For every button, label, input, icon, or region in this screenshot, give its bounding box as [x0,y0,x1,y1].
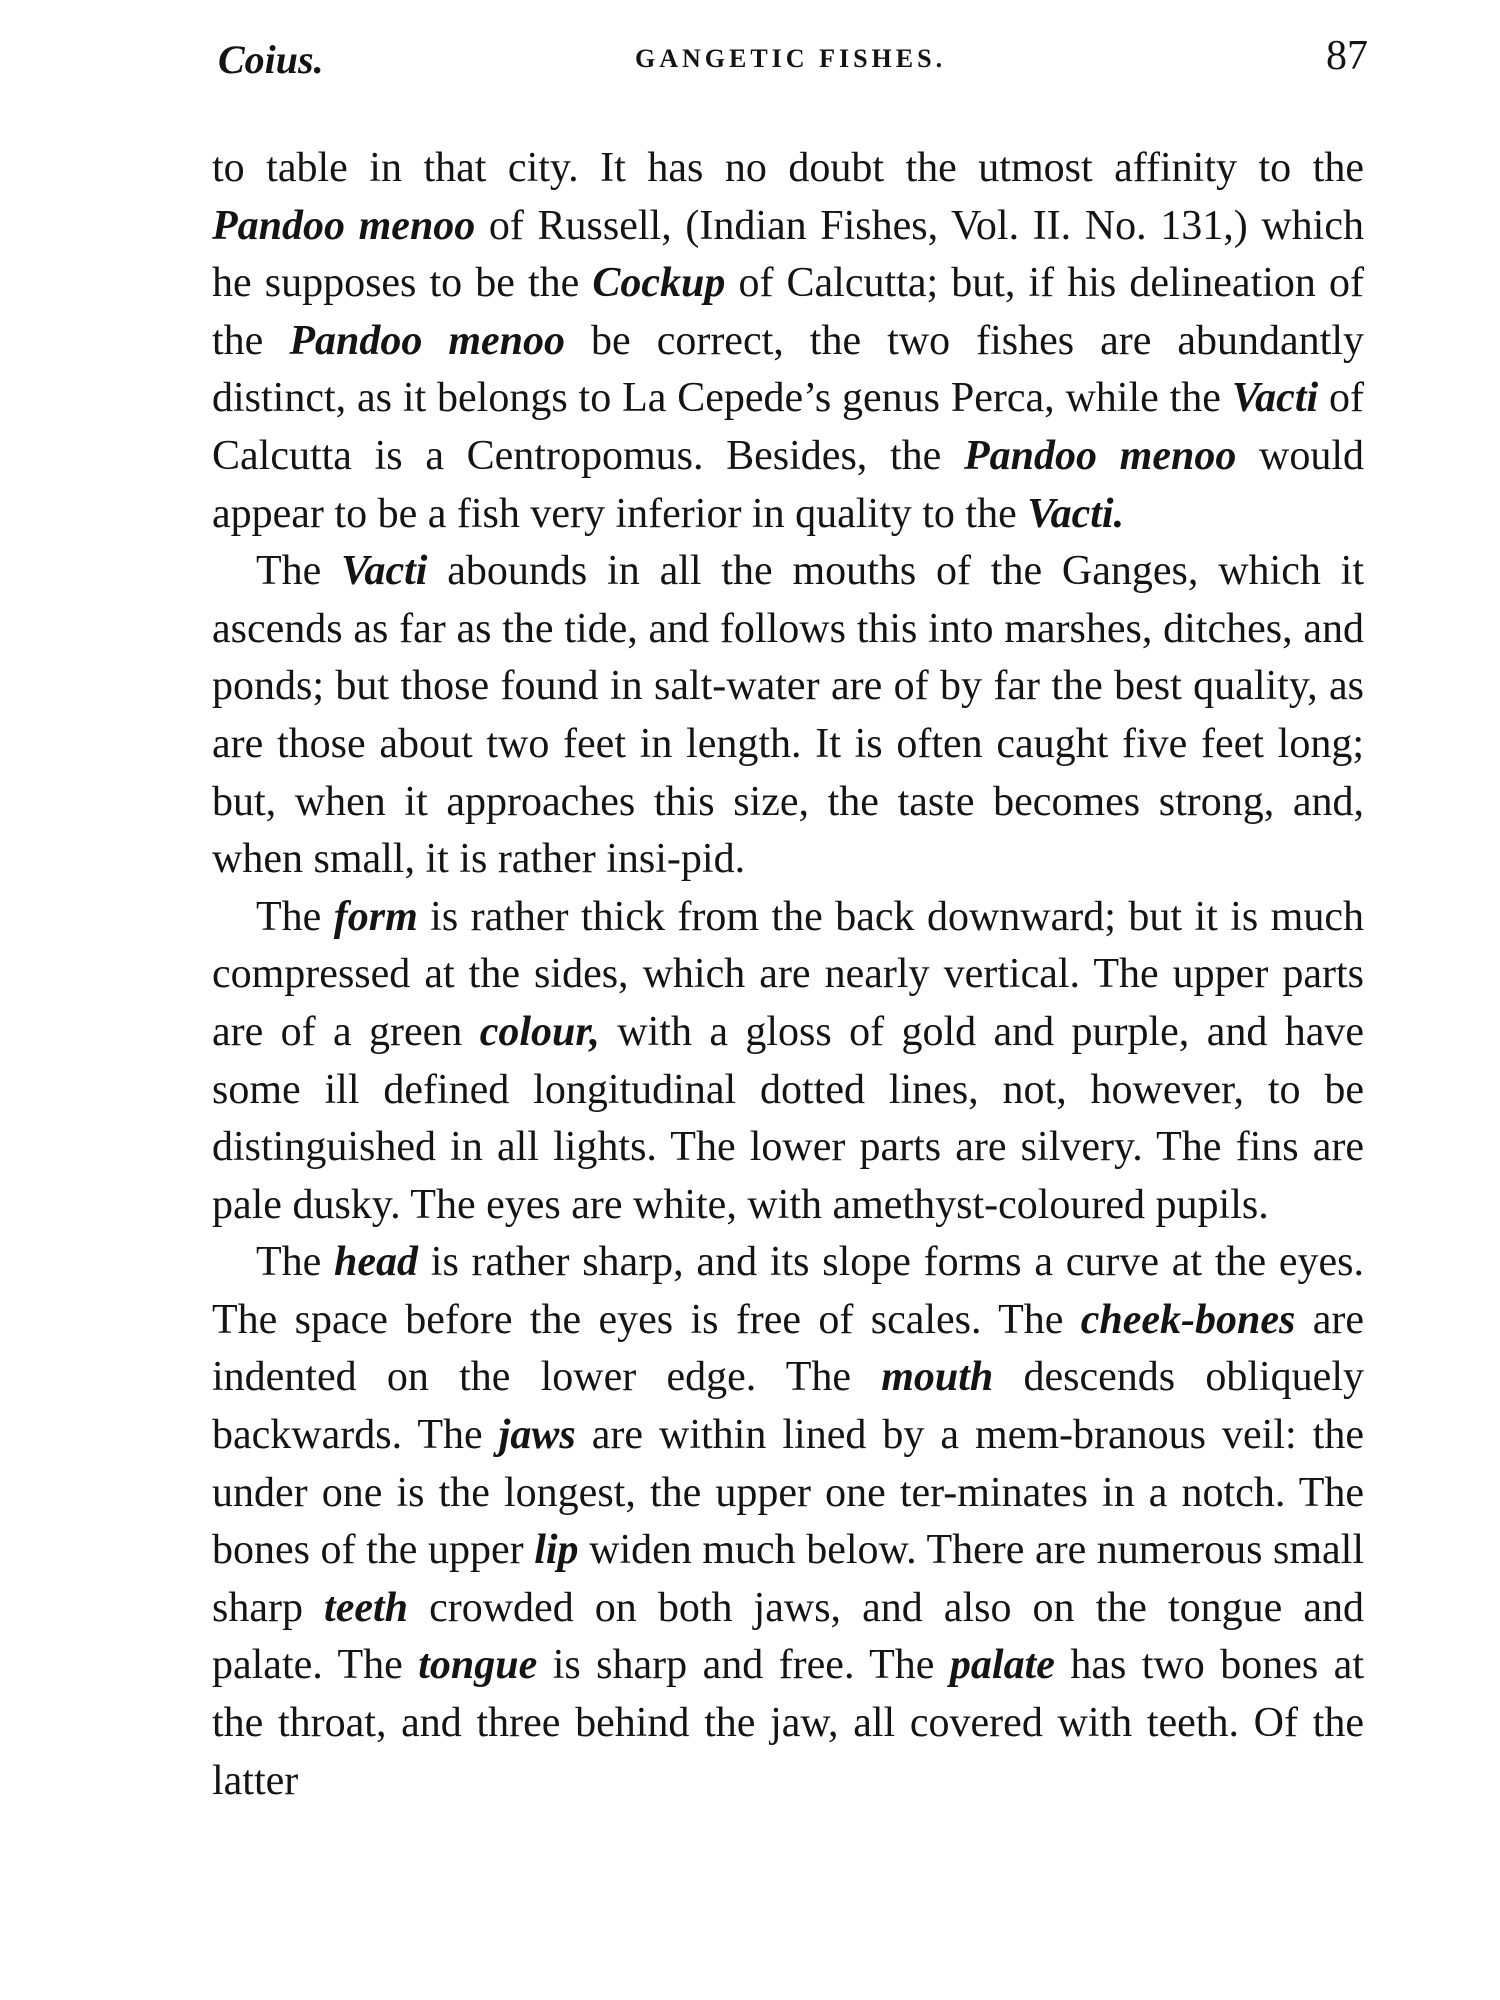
italic-term: lip [534,1527,579,1574]
running-title: GANGETIC FISHES. [635,44,947,73]
paragraph [212,543,1364,889]
text-run: descends obliquely backwards. The [212,1354,1364,1459]
text-run: has two bones at the throat, and three behind the jaw, all covered with teeth. Of the latter [212,1642,1364,1804]
text-run: is rather thick from the back downward; but it is much compressed at the sides, which are nearly vertical. The upper parts are of a green [212,893,1364,1055]
body-text [212,140,1364,1810]
text-run: The [256,893,334,940]
italic-term: tongue [418,1642,538,1689]
italic-term: teeth [324,1584,409,1631]
italic-term: colour, [479,1008,600,1055]
italic-term: Vacti. [1027,490,1125,537]
italic-term: Vacti [1231,375,1319,422]
text-run: crowded on both jaws, and also on the tongue and palate. The [212,1584,1364,1689]
text-run: with a gloss of gold and purple, and have some ill defined longitudinal dotted lines, not, however, to be distinguished in all lights. The lower parts are silvery. The fins are pale dusky. The eyes are white, with amethyst-coloured pupils. [212,1008,1364,1228]
italic-term: jaws [498,1412,576,1459]
text-run: of Russell, (Indian Fishes, Vol. II. No. 131,) which he supposes to be the [212,202,1364,307]
paragraph [212,140,1364,543]
text-run: to table in that city. It has no doubt the utmost affinity to the [212,145,1364,191]
text-run: are indented on the lower edge. The [212,1296,1364,1401]
text-run: are within lined by a mem-branous veil: the under one is the longest, the upper one ter-minates in a notch. The bones of the upper [212,1412,1364,1574]
italic-term: Vacti [341,548,428,595]
section-name: Coius. [218,37,324,82]
italic-term: Pandoo menoo [212,202,476,249]
italic-term: mouth [881,1354,994,1401]
italic-term: head [334,1239,419,1286]
italic-term: Cockup [592,260,726,307]
text-run: The [256,548,342,595]
running-head [218,30,1368,90]
text-run: of Calcutta is a Centropomus. Besides, the [212,375,1364,479]
text-run: abounds in all the mouths of the Ganges, which it ascends as far as the tide, and follows this into marshes, ditches, and ponds; but those found in salt-water are of by far the best quality, as are those about two feet in length. It is often caught five feet long; but, when it approaches this size, the taste becomes strong, and, when small, it is rather insi-pid. [212,548,1364,883]
text-run: be correct, the two fishes are abundantly distinct, as it belongs to La Cepede’s genus Perca, while the [212,317,1364,422]
paragraph [212,889,1364,1235]
italic-term: Pandoo menoo [963,432,1237,479]
italic-term: palate [949,1642,1055,1689]
italic-term: Pandoo menoo [289,317,566,364]
italic-term: cheek-bones [1080,1296,1296,1343]
italic-term: form [333,893,418,940]
text-run: is sharp and free. The [537,1642,950,1689]
page-number: 87 [1326,33,1368,79]
text-run: of Calcutta; but, if his delineation of the [212,260,1364,364]
text-run: would appear to be a fish very inferior in quality to the [212,432,1365,537]
paragraph [212,1234,1364,1810]
text-run: is rather sharp, and its slope forms a curve at the eyes. The space before the eyes is free of scales. The [212,1239,1364,1343]
text-run: The [256,1239,335,1286]
text-run: widen much below. There are numerous small sharp [212,1527,1364,1631]
